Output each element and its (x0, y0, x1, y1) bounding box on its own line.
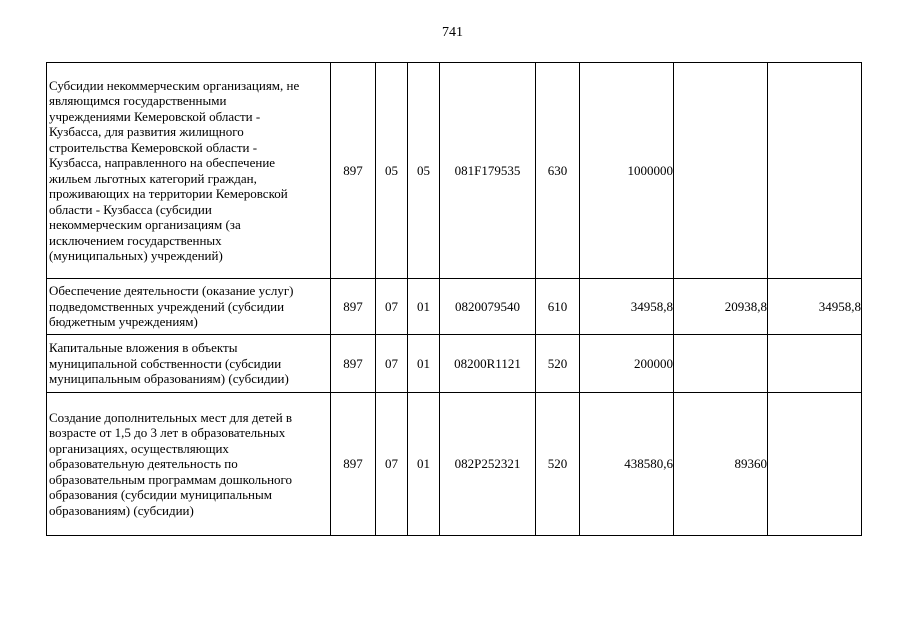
expense-type-code: 520 (536, 335, 580, 393)
amount-3 (768, 63, 862, 279)
subsection-code: 01 (408, 393, 440, 536)
amount-2: 20938,8 (674, 279, 768, 335)
section-code: 07 (376, 393, 408, 536)
target-article-code: 082P252321 (440, 393, 536, 536)
expense-type-code: 610 (536, 279, 580, 335)
row-description: Создание дополнительных мест для детей в возрасте от 1,5 до 3 лет в образовательных организациях, осуществляющих образовательную деятельность по образовательным программам дошкольного образования (субсидии муниципальным образованиям) (субсидии) (49, 409, 293, 518)
table-row (47, 335, 862, 393)
department-code: 897 (331, 279, 376, 335)
department-code: 897 (331, 335, 376, 393)
expense-type-code: 630 (536, 63, 580, 279)
subsection-code: 01 (408, 279, 440, 335)
amount-2 (674, 335, 768, 393)
amount-2 (674, 63, 768, 279)
amount-3 (768, 335, 862, 393)
row-description-cell (47, 279, 331, 335)
row-description-cell (47, 335, 331, 393)
amount-1: 200000 (580, 335, 674, 393)
row-description: Обеспечение деятельности (оказание услуг) подведомственных учреждений (субсидии бюджетным учреждениям) (49, 283, 294, 330)
amount-3 (768, 393, 862, 536)
department-code: 897 (331, 63, 376, 279)
row-description: Капитальные вложения в объекты муниципальной собственности (субсидии муниципальным образованиям) (субсидии) (49, 340, 289, 387)
section-code: 07 (376, 335, 408, 393)
target-article-code: 0820079540 (440, 279, 536, 335)
row-description-cell (47, 63, 331, 279)
row-description-cell (47, 393, 331, 536)
table-row (47, 393, 862, 536)
amount-1: 34958,8 (580, 279, 674, 335)
amount-1: 438580,6 (580, 393, 674, 536)
amount-1: 1000000 (580, 63, 674, 279)
target-article-code: 081F179535 (440, 63, 536, 279)
amount-3: 34958,8 (768, 279, 862, 335)
expense-type-code: 520 (536, 393, 580, 536)
budget-table (46, 62, 862, 536)
subsection-code: 05 (408, 63, 440, 279)
target-article-code: 08200R1121 (440, 335, 536, 393)
amount-2: 89360 (674, 393, 768, 536)
section-code: 05 (376, 63, 408, 279)
table-row (47, 279, 862, 335)
subsection-code: 01 (408, 335, 440, 393)
row-description: Субсидии некоммерческим организациям, не являющимся государственными учреждениями Кемеровской области - Кузбасса, для развития жилищного строительства Кемеровской области - Кузбасса, направленного на обеспечение жильем льготных категорий граждан, проживающих на территории Кемеровской области - Кузбасса (субсидии некоммерческим организациям (за исключением государственных (муниципальных) учреждений) (49, 77, 300, 263)
department-code: 897 (331, 393, 376, 536)
section-code: 07 (376, 279, 408, 335)
page-number: 741 (442, 25, 463, 40)
table-row (47, 63, 862, 279)
